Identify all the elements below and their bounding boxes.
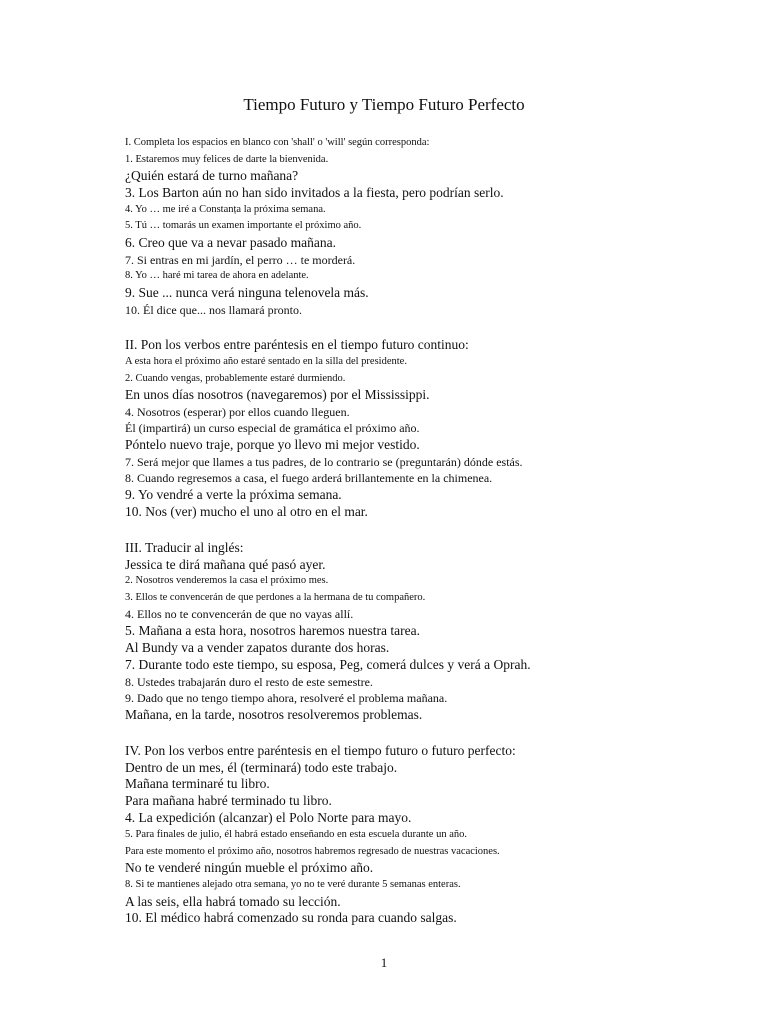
exercise-line: 8. Cuando regresemos a casa, el fuego arderá brillantemente en la chimenea.: [125, 471, 493, 486]
exercise-line: 3. Los Barton aún no han sido invitados a la fiesta, pero podrían serlo.: [125, 184, 504, 200]
exercise-line: 5. Tú … tomarás un examen importante el próximo año.: [125, 220, 362, 232]
exercise-line: En unos días nosotros (navegaremos) por el Mississippi.: [125, 387, 430, 403]
exercise-line: Para este momento el próximo año, nosotros habremos regresado de nuestras vacaciones.: [125, 845, 500, 857]
exercise-line: Póntelo nuevo traje, porque yo llevo mi mejor vestido.: [125, 436, 420, 452]
exercise-section: [125, 337, 725, 521]
exercise-line: 2. Cuando vengas, probablemente estaré durmiendo.: [125, 372, 346, 384]
exercise-line: Mañana terminaré tu libro.: [125, 776, 270, 792]
exercise-line: 10. El médico habrá comenzado su ronda para cuando salgas.: [125, 910, 457, 926]
exercise-line: 7. Si entras en mi jardín, el perro … te morderá.: [125, 252, 356, 267]
exercise-line: 3. Ellos te convencerán de que perdones a la hermana de tu compañero.: [125, 591, 426, 603]
exercise-line: 9. Yo vendré a verte la próxima semana.: [125, 486, 342, 502]
exercise-line: No te venderé ningún mueble el próximo año.: [125, 860, 374, 876]
exercise-section: [125, 743, 725, 928]
exercise-line: A esta hora el próximo año estaré sentado en la silla del presidente.: [125, 356, 407, 368]
exercise-line: 5. Mañana a esta hora, nosotros haremos nuestra tarea.: [125, 622, 421, 638]
section-line: IV. Pon los verbos entre paréntesis en el tiempo futuro o futuro perfecto:: [125, 742, 516, 758]
section-line: I. Completa los espacios en blanco con 'shall' o 'will' según corresponda:: [125, 137, 430, 148]
exercise-line: 10. Nos (ver) mucho el uno al otro en el mar.: [125, 503, 368, 519]
exercise-line: A las seis, ella habrá tomado su lección.: [125, 893, 341, 909]
exercise-line: 5. Para finales de julio, él habrá estado enseñando en esta escuela durante un año.: [125, 829, 467, 841]
exercise-line: Para mañana habré terminado tu libro.: [125, 793, 332, 809]
exercise-line: 10. Él dice que... nos llamará pronto.: [125, 302, 302, 317]
exercise-line: 1. Estaremos muy felices de darte la bienvenida.: [125, 153, 329, 165]
exercise-line: 8. Si te mantienes alejado otra semana, yo no te veré durante 5 semanas enteras.: [125, 879, 461, 891]
exercise-line: 4. Nosotros (esperar) por ellos cuando lleguen.: [125, 404, 350, 419]
exercise-section: [125, 540, 725, 724]
exercise-line: Jessica te dirá mañana qué pasó ayer.: [125, 556, 326, 572]
exercise-line: Él (impartirá) un curso especial de gramática el próximo año.: [125, 421, 420, 436]
exercise-line: 4. Ellos no te convencerán de que no vayas allí.: [125, 607, 354, 622]
exercise-line: ¿Quién estará de turno mañana?: [125, 168, 299, 183]
exercise-section: [125, 135, 725, 318]
exercise-line: 9. Dado que no tengo tiempo ahora, resolveré el problema mañana.: [125, 691, 448, 706]
exercise-line: 7. Durante todo este tiempo, su esposa, Peg, comerá dulces y verá a Oprah.: [125, 656, 531, 672]
exercise-line: 9. Sue ... nunca verá ninguna telenovela más.: [125, 284, 369, 300]
exercise-line: 8. Ustedes trabajarán duro el resto de este semestre.: [125, 674, 373, 689]
exercise-line: 8. Yo … haré mi tarea de ahora en adelante.: [125, 270, 309, 282]
section-line: III. Traducir al inglés:: [125, 539, 244, 555]
exercise-line: 4. Yo … me iré a Constanța la próxima semana.: [125, 203, 326, 215]
exercise-line: 2. Nosotros venderemos la casa el próximo mes.: [125, 575, 329, 587]
exercise-line: Dentro de un mes, él (terminará) todo este trabajo.: [125, 759, 398, 775]
exercise-line: 6. Creo que va a nevar pasado mañana.: [125, 234, 337, 250]
exercise-line: 7. Será mejor que llames a tus padres, de lo contrario se (preguntarán) dónde estás.: [125, 454, 523, 469]
document-title: Tiempo Futuro y Tiempo Futuro Perfecto: [243, 95, 525, 114]
exercise-line: 4. La expedición (alcanzar) el Polo Norte para mayo.: [125, 810, 412, 826]
document-body: [125, 135, 725, 946]
section-line: II. Pon los verbos entre paréntesis en el tiempo futuro continuo:: [125, 337, 469, 353]
exercise-line: Mañana, en la tarde, nosotros resolveremos problemas.: [125, 706, 423, 722]
exercise-line: Al Bundy va a vender zapatos durante dos horas.: [125, 639, 390, 655]
page-number: 1: [380, 955, 388, 970]
